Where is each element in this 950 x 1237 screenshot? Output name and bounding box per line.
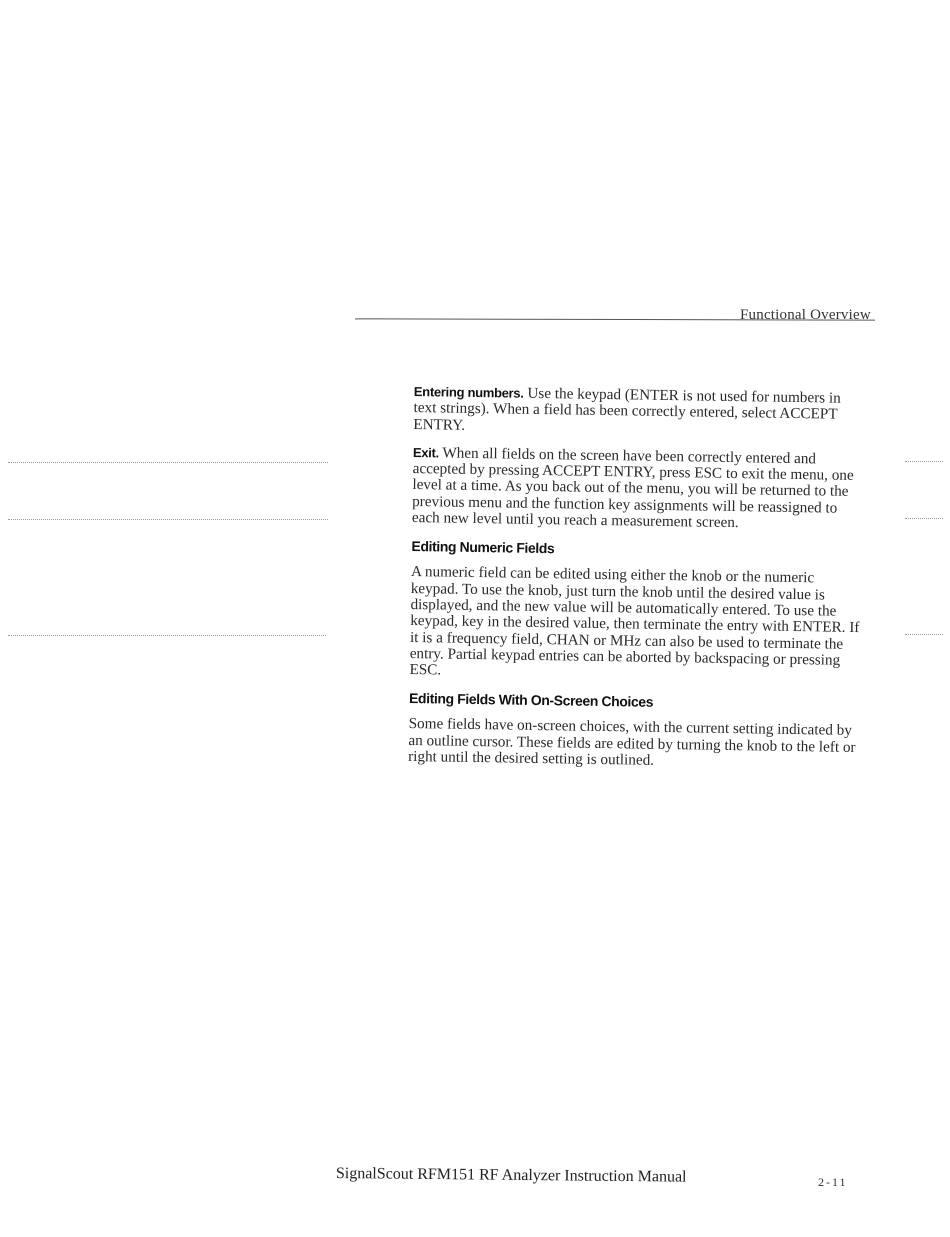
paragraph-entering-numbers [413, 384, 864, 440]
heading-editing-numeric-fields: Editing Numeric Fields [411, 538, 555, 557]
paragraph-exit [412, 445, 863, 534]
margin-rule-left-2 [8, 519, 328, 520]
paragraph-numeric-fields: A numeric field can be edited using either the knob or the numeric keypad. To use the knob, just turn the knob until the desired value is displayed, and the new value will be automatically entered. To use the keypad, key in the desired value, then terminate the entry with ENTER. If it is a frequency field, CHAN or MHz can also be used to terminate the entry. Partial keypad entries can be aborted by backspacing or pressing ESC. [409, 563, 860, 679]
margin-rule-right-3 [905, 634, 943, 635]
paragraph-text: Use the keypad (ENTER is not used for numbers in text strings). When a field has been correctly entered, select ACCEPT ENTRY. [413, 384, 841, 434]
paragraph-lead: Exit. [412, 444, 440, 461]
margin-rule-right-2 [905, 518, 943, 519]
paragraph-lead: Entering numbers. [413, 384, 524, 401]
page-number: 2-11 [818, 1175, 848, 1189]
paragraph-on-screen-choices: Some fields have on-screen choices, with the current setting indicated by an outline cursor. These fields are edited by turning the knob to the left or right until the desired setting is outlined. [408, 715, 856, 769]
heading-editing-on-screen-choices: Editing Fields With On-Screen Choices [408, 690, 654, 711]
header-section-title: Functional Overview [740, 307, 871, 323]
margin-rule-right-1 [905, 461, 943, 462]
footer-manual-title: SignalScout RFM151 RF Analyzer Instruction Manual [335, 1165, 687, 1186]
paragraph-text: When all fields on the screen have been correctly entered and accepted by pressing ACCEPT ENTRY, press ESC to exit the menu, one level at a time. As you back out of the menu, you will be returned to the previous menu and the function key assignments will be reassigned to each new level until you reach a measurement screen. [411, 444, 854, 532]
margin-rule-left-3 [8, 635, 326, 636]
body-content [408, 384, 864, 784]
margin-rule-left-1 [8, 462, 328, 463]
